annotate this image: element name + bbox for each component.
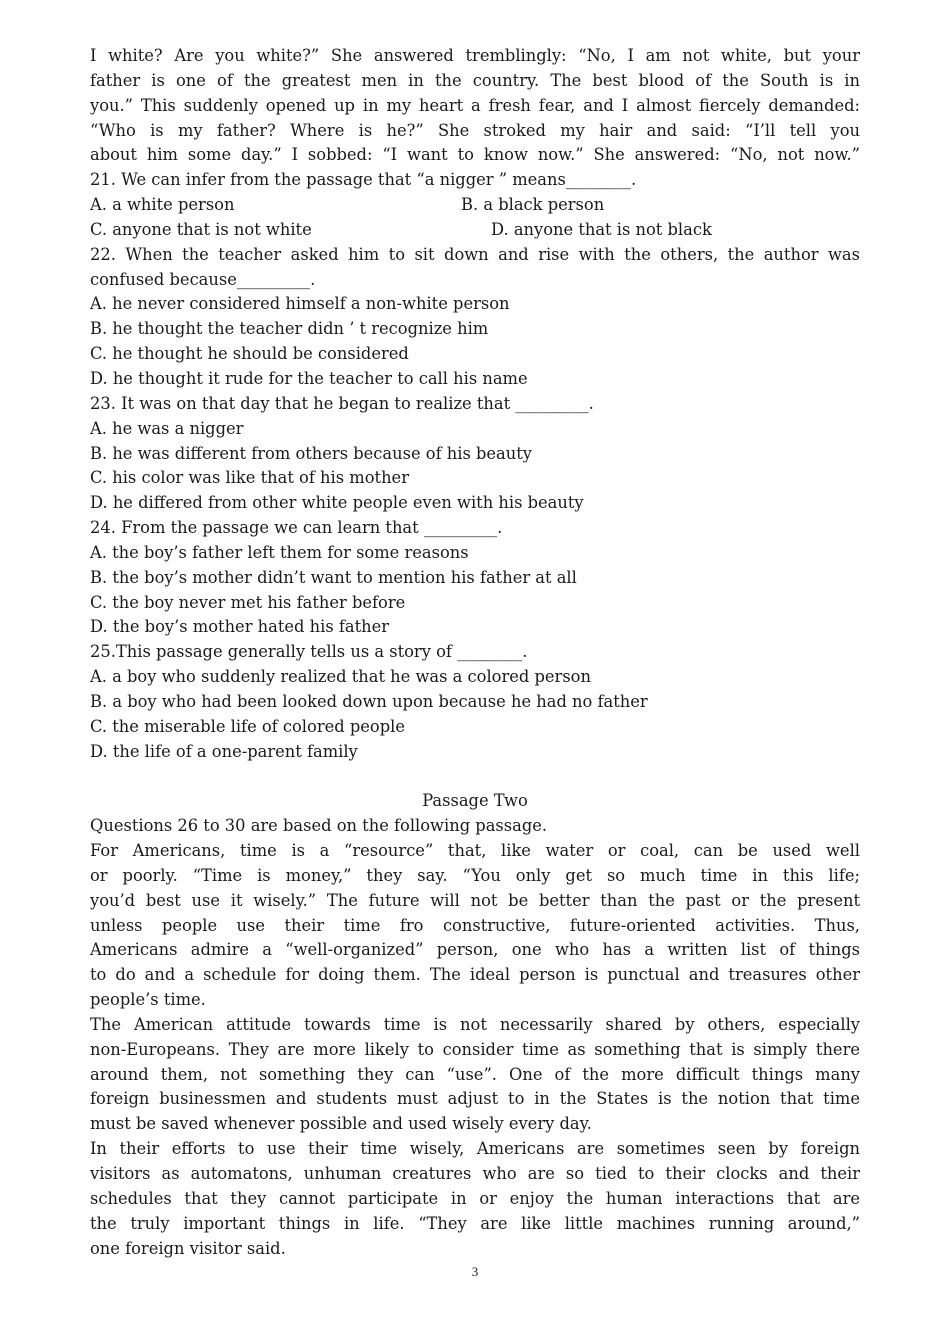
option-a: A. a boy who suddenly realized that he was a colored person: [90, 667, 591, 687]
option-b: B. a boy who had been looked down upon because he had no father: [90, 691, 648, 711]
option-d: D. the life of a one-parent family: [90, 741, 358, 761]
paragraph-3-line: one foreign visitor said.: [90, 1238, 286, 1258]
paragraph-2-line: non-Europeans. They are more likely to consider time as something that is simply there: [90, 1039, 860, 1059]
passage-title: Passage Two: [422, 791, 528, 811]
question-21-options-row-1: [90, 193, 860, 218]
passage-instruction: Questions 26 to 30 are based on the following passage.: [90, 816, 548, 836]
option-a: A. he never considered himself a non-white person: [90, 294, 510, 314]
paragraph-1-line: For Americans, time is a “resource” that, like water or coal, can be used well: [90, 841, 860, 860]
option-a: A. the boy’s father left them for some reasons: [90, 542, 469, 562]
question-21-options-row-2: [90, 218, 860, 243]
paragraph-2-line: around them, not something they can “use”. One of the more difficult things many: [90, 1064, 860, 1084]
text-line: about him some day.” I sobbed: “I want to know now.” She answered: “No, not now.”: [90, 145, 860, 165]
question-25-stem: 25.This passage generally tells us a story of ________.: [90, 642, 528, 662]
option-d: D. he differed from other white people even with his beauty: [90, 493, 584, 513]
paragraph-2-line: foreign businessmen and students must adjust to in the States is the notion that time: [90, 1089, 860, 1109]
spacer: [90, 764, 860, 789]
question-22-stem-cont: confused because_________.: [90, 269, 316, 289]
paragraph-1-line: to do and a schedule for doing them. The ideal person is punctual and treasures other: [90, 965, 860, 985]
paragraph-3-line: schedules that they cannot participate in or enjoy the human interactions that are: [90, 1188, 860, 1208]
question-22-stem: 22. When the teacher asked him to sit down and rise with the others, the author was: [90, 244, 860, 264]
paragraph-1-line: unless people use their time fro constructive, future-oriented activities. Thus,: [90, 915, 860, 935]
paragraph-3-line: In their efforts to use their time wisely, Americans are sometimes seen by foreign: [90, 1139, 860, 1159]
option-d: D. the boy’s mother hated his father: [90, 617, 390, 637]
text-line: you.” This suddenly opened up in my heart a fresh fear, and I almost fiercely demanded:: [90, 95, 860, 115]
paragraph-3-line: visitors as automatons, unhuman creatures who are so tied to their clocks and their: [90, 1163, 860, 1183]
option-c: C. he thought he should be considered: [90, 344, 409, 364]
document-page: [90, 44, 860, 1261]
page-number: 3: [471, 1264, 479, 1279]
paragraph-1-line: or poorly. “Time is money,” they say. “You only get so much time in this life;: [90, 865, 860, 885]
paragraph-2-line: The American attitude towards time is not necessarily shared by others, especially: [90, 1014, 860, 1034]
option-b: B. he was different from others because of his beauty: [90, 443, 532, 463]
option-c: C. his color was like that of his mother: [90, 468, 409, 488]
question-24-stem: 24. From the passage we can learn that _________.: [90, 518, 503, 538]
paragraph-2-line: must be saved whenever possible and used wisely every day.: [90, 1114, 592, 1134]
paragraph-1-line: people’s time.: [90, 990, 206, 1010]
option-c: C. anyone that is not white: [90, 219, 312, 239]
text-line: father is one of the greatest men in the country. The best blood of the South is in: [90, 70, 860, 90]
option-a: A. a white person: [90, 195, 235, 215]
option-a: A. he was a nigger: [90, 418, 244, 438]
question-21-stem: 21. We can infer from the passage that “a nigger ” means________.: [90, 170, 637, 190]
question-23-stem: 23. It was on that day that he began to realize that _________.: [90, 393, 594, 413]
option-b: B. a black person: [461, 195, 605, 215]
option-c: C. the miserable life of colored people: [90, 716, 405, 736]
option-c: C. the boy never met his father before: [90, 592, 406, 612]
option-b: B. he thought the teacher didn ’ t recognize him: [90, 319, 489, 339]
paragraph-3-line: the truly important things in life. “They are like little machines running around,”: [90, 1213, 860, 1233]
paragraph-1-line: Americans admire a “well-organized” person, one who has a written list of things: [90, 940, 860, 960]
text-line: “Who is my father? Where is he?” She stroked my hair and said: “I’ll tell you: [90, 120, 860, 140]
text-line: I white? Are you white?” She answered tremblingly: “No, I am not white, but your: [90, 46, 860, 65]
paragraph-1-line: you’d best use it wisely.” The future will not be better than the past or the present: [90, 890, 860, 910]
option-d: D. anyone that is not black: [491, 219, 712, 239]
option-d: D. he thought it rude for the teacher to call his name: [90, 368, 528, 388]
option-b: B. the boy’s mother didn’t want to mention his father at all: [90, 567, 577, 587]
